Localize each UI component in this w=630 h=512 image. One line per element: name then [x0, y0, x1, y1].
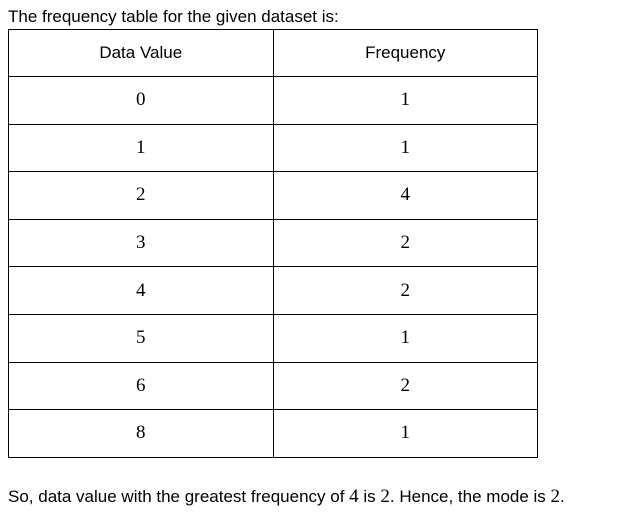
conclusion-part-1: So, data value with the greatest frequency of [8, 487, 350, 506]
data-value-cell: 0 [9, 77, 274, 125]
table-row [9, 172, 538, 220]
frequency-cell: 4 [273, 172, 538, 220]
greatest-frequency-number: 4 [349, 486, 359, 507]
table-row [9, 77, 538, 125]
frequency-cell: 2 [273, 362, 538, 410]
frequency-table [8, 29, 538, 458]
conclusion-part-2: is [358, 487, 381, 506]
data-value-cell: 2 [9, 172, 274, 220]
conclusion-part-4: . [560, 487, 565, 506]
mode-number: 2 [550, 486, 561, 507]
table-row [9, 267, 538, 315]
header-frequency: Frequency [273, 30, 538, 77]
frequency-cell: 1 [273, 124, 538, 172]
frequency-cell: 1 [273, 314, 538, 362]
frequency-cell: 1 [273, 410, 538, 458]
conclusion-text [8, 486, 565, 508]
frequency-cell: 2 [273, 267, 538, 315]
data-value-number: 2 [380, 486, 390, 507]
table-row [9, 314, 538, 362]
data-value-cell: 1 [9, 124, 274, 172]
data-value-cell: 4 [9, 267, 274, 315]
table-row [9, 410, 538, 458]
table-row [9, 362, 538, 410]
intro-text: The frequency table for the given dataset is: [8, 7, 339, 26]
frequency-cell: 2 [273, 219, 538, 267]
table-row [9, 219, 538, 267]
frequency-cell: 1 [273, 77, 538, 125]
data-value-cell: 5 [9, 314, 274, 362]
data-value-cell: 8 [9, 410, 274, 458]
header-data-value: Data Value [9, 30, 274, 77]
data-value-cell: 3 [9, 219, 274, 267]
conclusion-part-3: . Hence, the mode is [389, 487, 551, 506]
data-value-cell: 6 [9, 362, 274, 410]
table-row [9, 124, 538, 172]
table-header-row [9, 30, 538, 77]
